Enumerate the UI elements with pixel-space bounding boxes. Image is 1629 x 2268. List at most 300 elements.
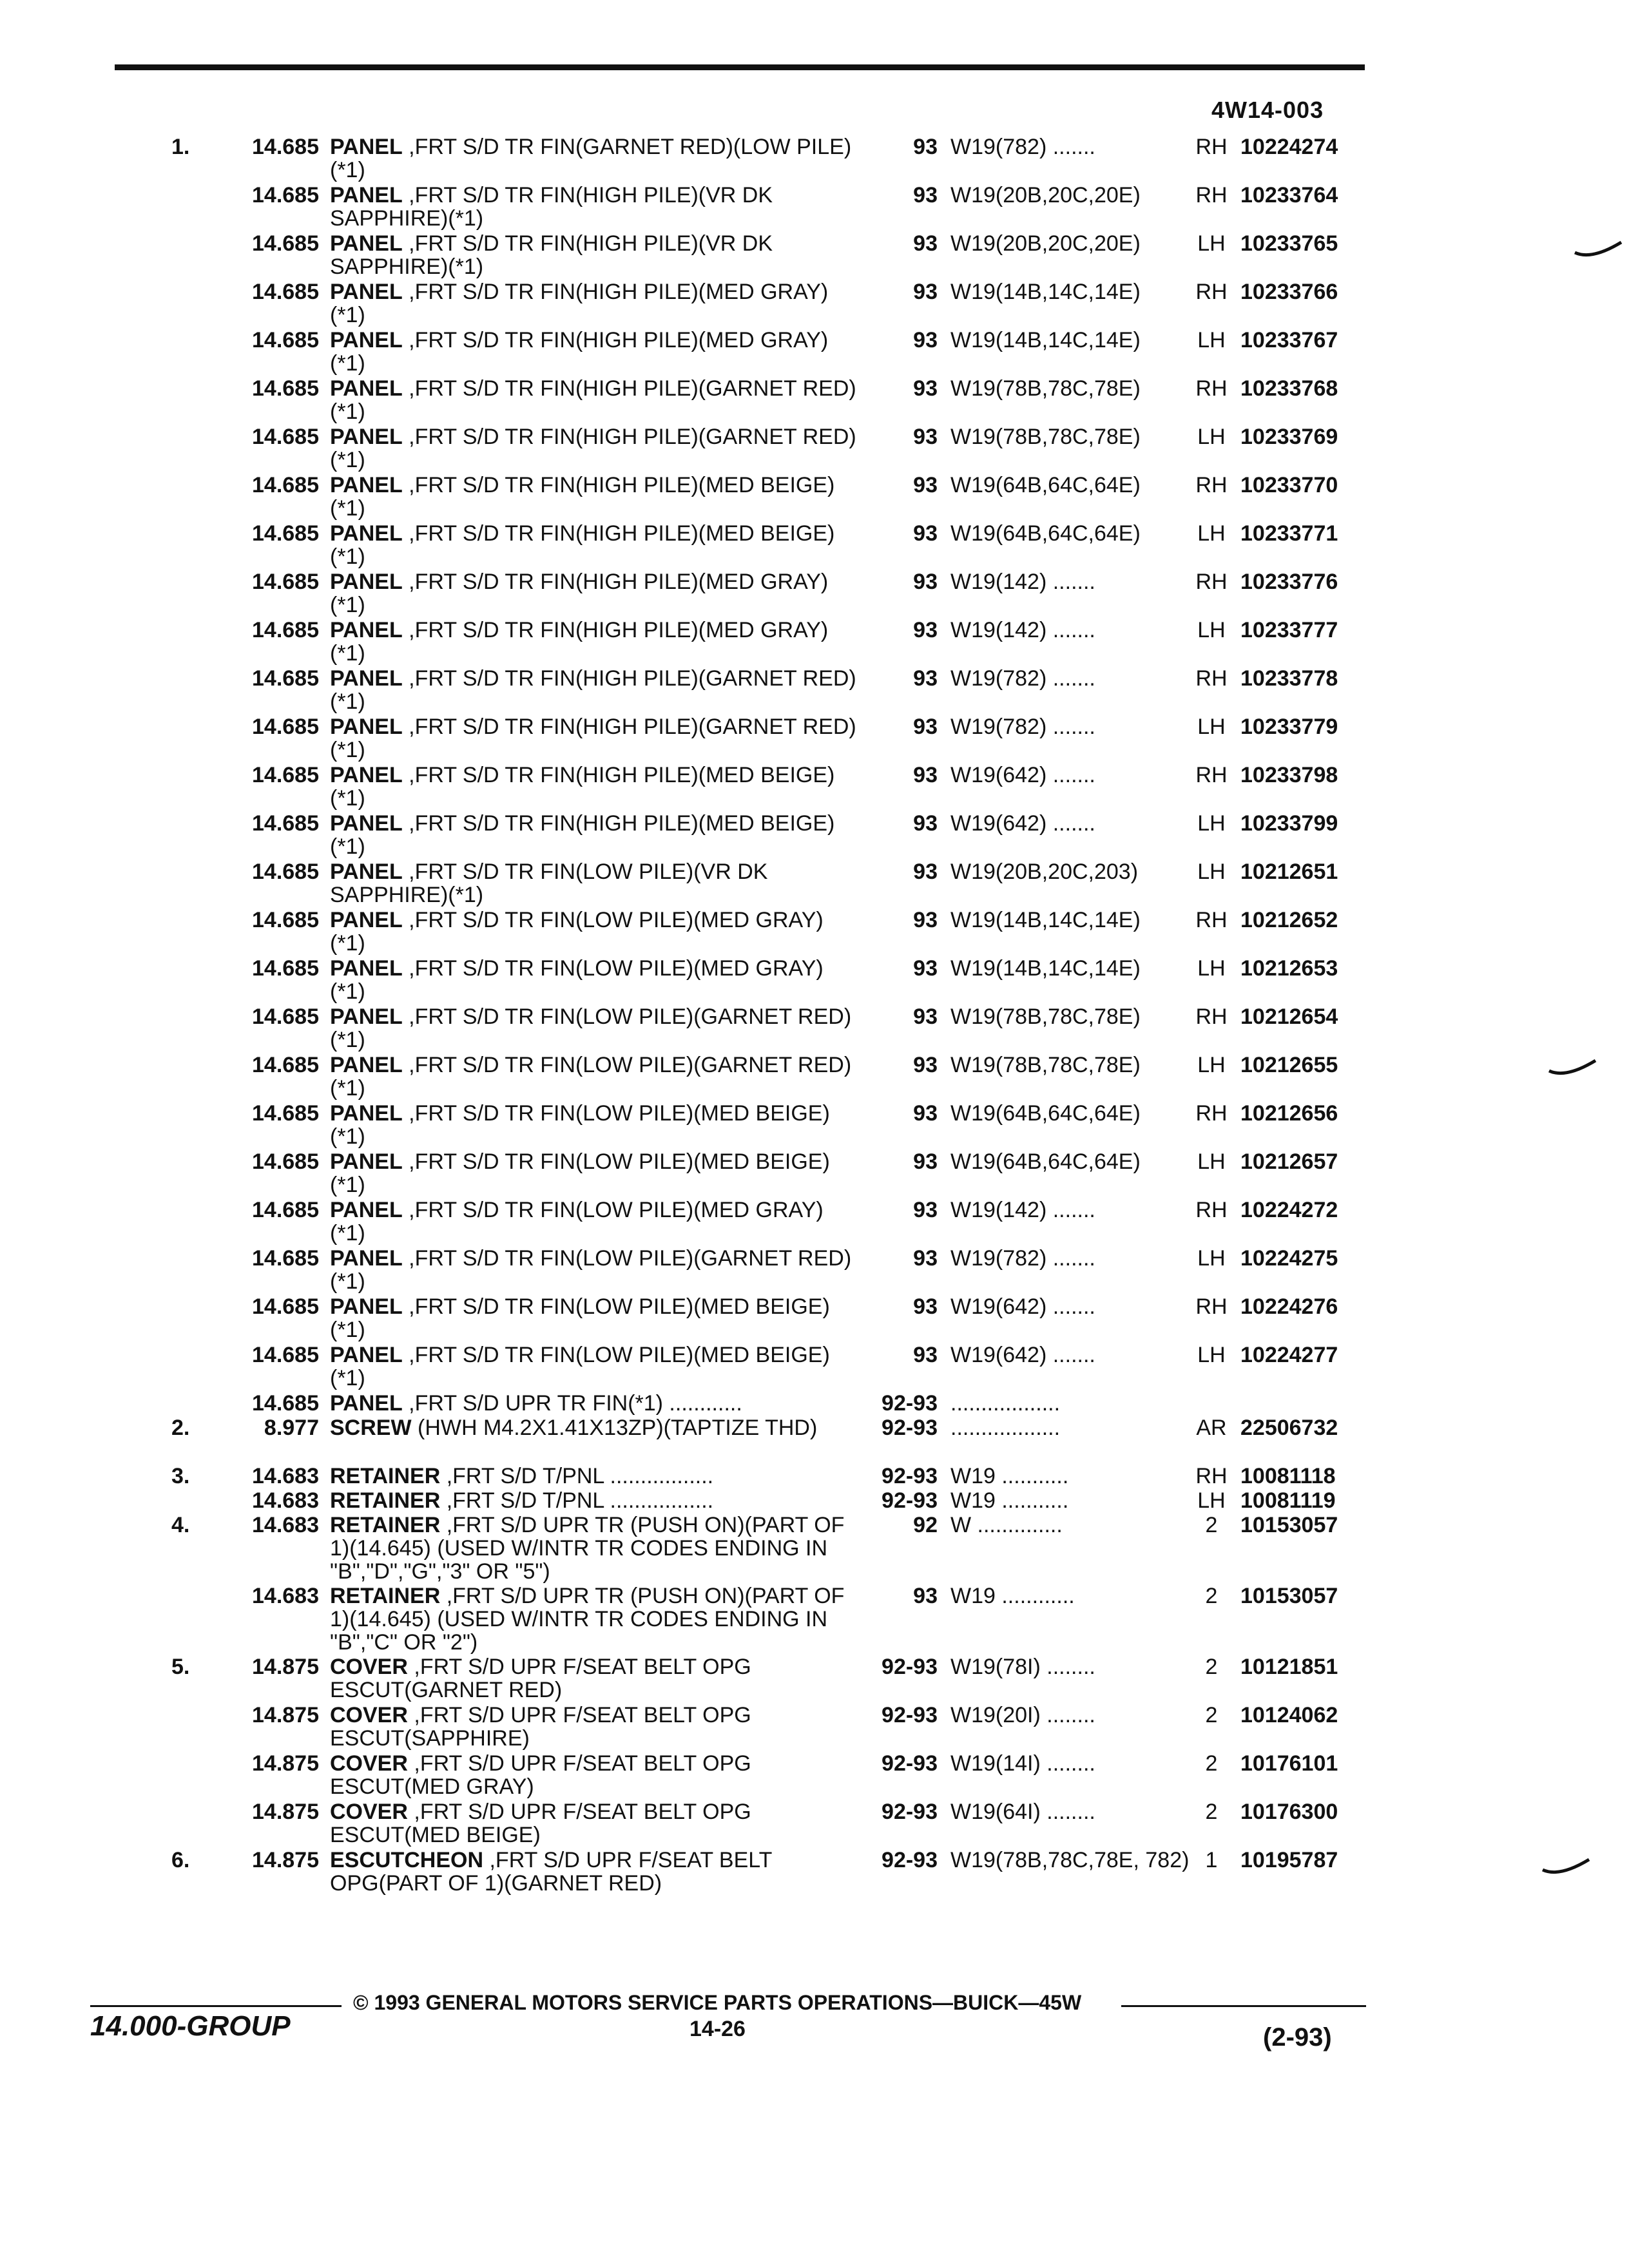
- part-name: PANEL: [330, 135, 403, 159]
- side-qty: LH: [1197, 1488, 1226, 1513]
- table-row: [0, 764, 1629, 812]
- model-code: W19(78B,78C,78E): [950, 425, 1141, 449]
- part-description: ,FRT S/D TR FIN(LOW PILE)(MED BEIGE) (*1): [330, 1294, 830, 1342]
- model-code: W19(142) .......: [950, 570, 1095, 594]
- description: [330, 1102, 858, 1148]
- group-number: 14.685: [252, 1294, 319, 1319]
- model-code: W19(142) .......: [950, 1198, 1095, 1222]
- table-row: [0, 1752, 1629, 1800]
- description: [330, 860, 858, 907]
- group-number: 14.685: [252, 908, 319, 932]
- model-code: W19(14B,14C,14E): [950, 908, 1141, 932]
- group-number: 8.977: [264, 1416, 319, 1440]
- part-description: ,FRT S/D TR FIN(LOW PILE)(GARNET RED)(*1): [330, 1004, 852, 1052]
- description: [330, 1416, 858, 1439]
- side-qty: LH: [1197, 521, 1226, 546]
- group-number: 14.685: [252, 811, 319, 836]
- part-name: PANEL: [330, 1246, 403, 1271]
- part-description: ,FRT S/D TR FIN(LOW PILE)(MED BEIGE) (*1): [330, 1343, 830, 1390]
- part-name: PANEL: [330, 1391, 403, 1416]
- group-number: 14.685: [252, 763, 319, 787]
- part-number: 10121851: [1240, 1655, 1338, 1679]
- description: [330, 619, 858, 665]
- part-description: ,FRT S/D TR FIN(HIGH PILE)(MED GRAY) (*1): [330, 618, 829, 666]
- description: [330, 957, 858, 1003]
- part-name: PANEL: [330, 1053, 403, 1077]
- part-number: 10233776: [1240, 570, 1338, 594]
- part-description: ,FRT S/D TR FIN(HIGH PILE)(MED BEIGE)(*1): [330, 811, 835, 859]
- table-row: [0, 280, 1629, 329]
- description: [330, 715, 858, 762]
- table-row: [0, 1102, 1629, 1150]
- footer-copyright: © 1993 GENERAL MOTORS SERVICE PARTS OPERATIONS—BUICK—45W: [353, 1991, 1082, 2014]
- model-year: 93: [913, 666, 938, 691]
- table-row: [0, 184, 1629, 232]
- model-year: 92-93: [882, 1464, 938, 1488]
- part-name: PANEL: [330, 425, 403, 449]
- part-name: PANEL: [330, 473, 403, 497]
- part-number: 10212655: [1240, 1053, 1338, 1077]
- group-number: 14.685: [252, 521, 319, 546]
- model-code: W19(64B,64C,64E): [950, 521, 1141, 546]
- model-code: W19 ............: [950, 1584, 1075, 1608]
- ref-number: 5.: [171, 1655, 190, 1679]
- part-number: 10233777: [1240, 618, 1338, 642]
- part-description: ,FRT S/D TR FIN(GARNET RED)(LOW PILE)(*1): [330, 135, 852, 182]
- part-name: PANEL: [330, 1343, 403, 1367]
- part-name: COVER: [330, 1703, 408, 1727]
- model-code: W19 ...........: [950, 1464, 1069, 1488]
- group-number: 14.685: [252, 135, 319, 159]
- part-number: 10233765: [1240, 231, 1338, 256]
- model-code: W19(64I) ........: [950, 1800, 1095, 1824]
- table-row: [0, 135, 1629, 184]
- model-code: W19(20B,20C,20E): [950, 183, 1141, 207]
- part-description: ,FRT S/D UPR F/SEAT BELT OPG ESCUT(SAPPHIRE): [330, 1703, 751, 1751]
- description: [330, 1295, 858, 1341]
- part-number: 10233799: [1240, 811, 1338, 836]
- part-description: ,FRT S/D TR FIN(HIGH PILE)(VR DK SAPPHIRE)(*1): [330, 231, 773, 279]
- model-code: W19(782) .......: [950, 715, 1095, 739]
- part-number: 10212657: [1240, 1149, 1338, 1174]
- side-qty: 2: [1205, 1800, 1218, 1824]
- part-description: ,FRT S/D TR FIN(LOW PILE)(GARNET RED)(*1): [330, 1053, 852, 1100]
- part-name: PANEL: [330, 763, 403, 787]
- table-row: [0, 1465, 1629, 1489]
- part-name: PANEL: [330, 183, 403, 207]
- description: [330, 1584, 858, 1654]
- description: [330, 764, 858, 810]
- model-year: 92-93: [882, 1391, 938, 1416]
- part-description: ,FRT S/D TR FIN(LOW PILE)(VR DK SAPPHIRE)(*1): [330, 860, 768, 907]
- table-row: [0, 1584, 1629, 1655]
- model-year: 92-93: [882, 1751, 938, 1776]
- model-year: 93: [913, 376, 938, 401]
- model-year: 93: [913, 1343, 938, 1367]
- part-description: ,FRT S/D TR FIN(HIGH PILE)(MED BEIGE)(*1): [330, 521, 835, 569]
- part-number: 10233764: [1240, 183, 1338, 207]
- side-qty: LH: [1197, 618, 1226, 642]
- model-year: 93: [913, 135, 938, 159]
- revision-code: (2-93): [1263, 2023, 1332, 2052]
- model-year: 93: [913, 1584, 938, 1608]
- description: [330, 1704, 858, 1750]
- group-number: 14.683: [252, 1584, 319, 1608]
- model-year: 93: [913, 1149, 938, 1174]
- description: [330, 1150, 858, 1196]
- part-name: PANEL: [330, 956, 403, 981]
- model-code: W19(14B,14C,14E): [950, 328, 1141, 352]
- side-qty: LH: [1197, 1343, 1226, 1367]
- group-number: 14.685: [252, 1053, 319, 1077]
- model-year: 93: [913, 1246, 938, 1271]
- part-description: ,FRT S/D TR FIN(HIGH PILE)(MED GRAY) (*1): [330, 328, 829, 376]
- part-name: COVER: [330, 1655, 408, 1679]
- side-qty: LH: [1197, 860, 1226, 884]
- side-qty: RH: [1195, 763, 1228, 787]
- part-description: ,FRT S/D T/PNL .................: [440, 1464, 714, 1488]
- side-qty: RH: [1195, 135, 1228, 159]
- model-code: ..................: [950, 1416, 1061, 1440]
- description: [330, 329, 858, 375]
- side-qty: LH: [1197, 231, 1226, 256]
- model-year: 93: [913, 763, 938, 787]
- ref-number: 1.: [171, 135, 190, 159]
- table-row: [0, 377, 1629, 425]
- part-description: ,FRT S/D UPR F/SEAT BELT OPG ESCUT(MED BEIGE): [330, 1800, 751, 1847]
- model-year: 93: [913, 521, 938, 546]
- side-qty: LH: [1197, 1053, 1226, 1077]
- part-description: ,FRT S/D TR FIN(LOW PILE)(MED GRAY) (*1): [330, 956, 824, 1004]
- group-number: 14.875: [252, 1751, 319, 1776]
- table-row: [0, 1343, 1629, 1392]
- description: [330, 425, 858, 472]
- part-description: ,FRT S/D UPR TR (PUSH ON)(PART OF 1)(14.645) (USED W/INTR TR CODES ENDING IN "B","D","G","3" OR "5"): [330, 1513, 845, 1584]
- part-number: 10233767: [1240, 328, 1338, 352]
- model-year: 92-93: [882, 1848, 938, 1872]
- model-year: 93: [913, 715, 938, 739]
- side-qty: 2: [1205, 1703, 1218, 1727]
- group-number: 14.685: [252, 1246, 319, 1271]
- part-name: PANEL: [330, 618, 403, 642]
- model-year: 93: [913, 425, 938, 449]
- model-year: 93: [913, 1294, 938, 1319]
- table-row: [0, 667, 1629, 715]
- table-row: [0, 1295, 1629, 1343]
- model-code: W19(64B,64C,64E): [950, 1149, 1141, 1174]
- model-year: 92-93: [882, 1800, 938, 1824]
- part-description: ,FRT S/D TR FIN(LOW PILE)(MED GRAY) (*1): [330, 1198, 824, 1245]
- footer-rule-left: [90, 2005, 342, 2007]
- model-year: 93: [913, 1198, 938, 1222]
- side-qty: 2: [1205, 1751, 1218, 1776]
- table-row: [0, 1005, 1629, 1053]
- ref-number: 6.: [171, 1848, 190, 1872]
- side-qty: RH: [1195, 1004, 1228, 1029]
- table-row: [0, 1655, 1629, 1704]
- group-number: 14.685: [252, 473, 319, 497]
- description: [330, 812, 858, 858]
- part-number: 10233769: [1240, 425, 1338, 449]
- part-name: PANEL: [330, 860, 403, 884]
- table-row: [0, 860, 1629, 908]
- model-year: 92-93: [882, 1655, 938, 1679]
- part-description: ,FRT S/D TR FIN(HIGH PILE)(GARNET RED)(*1): [330, 425, 856, 472]
- model-code: W19(78B,78C,78E): [950, 376, 1141, 401]
- part-description: (HWH M4.2X1.41X13ZP)(TAPTIZE THD): [411, 1416, 818, 1440]
- description: [330, 474, 858, 520]
- part-name: PANEL: [330, 376, 403, 401]
- description: [330, 1198, 858, 1245]
- model-code: W19(78B,78C,78E): [950, 1053, 1141, 1077]
- description: [330, 1489, 858, 1512]
- part-number: 10124062: [1240, 1703, 1338, 1727]
- part-number: 10212651: [1240, 860, 1338, 884]
- side-qty: RH: [1195, 908, 1228, 932]
- model-year: 93: [913, 231, 938, 256]
- model-code: W19(78I) ........: [950, 1655, 1095, 1679]
- description: [330, 570, 858, 617]
- table-row: [0, 1392, 1629, 1416]
- table-row: [0, 1489, 1629, 1514]
- part-number: 10081118: [1240, 1464, 1336, 1488]
- group-number: 14.875: [252, 1655, 319, 1679]
- model-year: 93: [913, 956, 938, 981]
- part-number: 10233778: [1240, 666, 1338, 691]
- group-number: 14.685: [252, 715, 319, 739]
- model-code: W19(642) .......: [950, 763, 1095, 787]
- part-number: 10176101: [1240, 1751, 1338, 1776]
- side-qty: RH: [1195, 376, 1228, 401]
- side-qty: RH: [1195, 183, 1228, 207]
- part-description: ,FRT S/D TR FIN(HIGH PILE)(GARNET RED)(*1): [330, 376, 856, 424]
- model-code: W19(14I) ........: [950, 1751, 1095, 1776]
- model-code: W19(78B,78C,78E, 782): [950, 1848, 1190, 1872]
- part-description: ,FRT S/D UPR TR (PUSH ON)(PART OF 1)(14.645) (USED W/INTR TR CODES ENDING IN "B","C" OR "2"): [330, 1584, 845, 1655]
- group-number: 14.685: [252, 376, 319, 401]
- part-name: PANEL: [330, 570, 403, 594]
- group-number: 14.685: [252, 1149, 319, 1174]
- group-number: 14.875: [252, 1703, 319, 1727]
- part-description: ,FRT S/D UPR F/SEAT BELT OPG(PART OF 1)(GARNET RED): [330, 1848, 772, 1896]
- description: [330, 232, 858, 278]
- part-number: 10176300: [1240, 1800, 1338, 1824]
- description: [330, 1655, 858, 1702]
- model-code: W19(642) .......: [950, 1343, 1095, 1367]
- part-description: ,FRT S/D UPR TR FIN(*1) ............: [402, 1391, 742, 1416]
- part-name: COVER: [330, 1751, 408, 1776]
- part-number: 10224272: [1240, 1198, 1338, 1222]
- table-row: [0, 1150, 1629, 1198]
- part-name: PANEL: [330, 521, 403, 546]
- model-code: W19(642) .......: [950, 1294, 1095, 1319]
- part-number: 10153057: [1240, 1513, 1338, 1537]
- model-year: 93: [913, 1053, 938, 1077]
- side-qty: LH: [1197, 328, 1226, 352]
- part-name: PANEL: [330, 1101, 403, 1126]
- table-row: [0, 425, 1629, 474]
- model-code: W19(20B,20C,203): [950, 860, 1139, 884]
- part-name: PANEL: [330, 1294, 403, 1319]
- model-code: W19(642) .......: [950, 811, 1095, 836]
- parts-list: [0, 135, 1629, 1897]
- description: [330, 1514, 858, 1583]
- ref-number: 3.: [171, 1464, 190, 1488]
- part-name: PANEL: [330, 231, 403, 256]
- description: [330, 667, 858, 713]
- model-year: 92-93: [882, 1703, 938, 1727]
- description: [330, 1752, 858, 1798]
- ref-number: 2.: [171, 1416, 190, 1440]
- description: [330, 1800, 858, 1847]
- table-row: [0, 957, 1629, 1005]
- model-year: 93: [913, 1101, 938, 1126]
- model-code: W19(14B,14C,14E): [950, 956, 1141, 981]
- description: [330, 1392, 858, 1415]
- ref-number: 4.: [171, 1513, 190, 1537]
- table-row: [0, 522, 1629, 570]
- model-code: W19(782) .......: [950, 1246, 1095, 1271]
- part-number: 10233779: [1240, 715, 1338, 739]
- part-name: PANEL: [330, 1149, 403, 1174]
- group-number: 14.683: [252, 1464, 319, 1488]
- table-row: [0, 812, 1629, 860]
- side-qty: RH: [1195, 473, 1228, 497]
- part-name: PANEL: [330, 715, 403, 739]
- table-row: [0, 329, 1629, 377]
- side-qty: RH: [1195, 280, 1228, 304]
- part-name: PANEL: [330, 280, 403, 304]
- model-year: 93: [913, 570, 938, 594]
- part-number: 10081119: [1240, 1488, 1336, 1513]
- model-code: W19(78B,78C,78E): [950, 1004, 1141, 1029]
- side-qty: RH: [1195, 570, 1228, 594]
- part-description: ,FRT S/D TR FIN(HIGH PILE)(GARNET RED)(*1): [330, 715, 856, 762]
- group-number: 14.685: [252, 231, 319, 256]
- group-number: 14.685: [252, 280, 319, 304]
- part-description: ,FRT S/D TR FIN(HIGH PILE)(GARNET RED)(*1): [330, 666, 856, 714]
- model-code: W19(782) .......: [950, 135, 1095, 159]
- group-number: 14.685: [252, 860, 319, 884]
- part-name: RETAINER: [330, 1464, 441, 1488]
- table-row: [0, 1704, 1629, 1752]
- table-row: [0, 1514, 1629, 1584]
- part-description: ,FRT S/D TR FIN(HIGH PILE)(MED GRAY) (*1): [330, 570, 829, 617]
- side-qty: 2: [1205, 1584, 1218, 1608]
- part-number: 10224276: [1240, 1294, 1338, 1319]
- part-name: SCREW: [330, 1416, 412, 1440]
- part-number: 10224277: [1240, 1343, 1338, 1367]
- side-qty: LH: [1197, 425, 1226, 449]
- part-number: 10233766: [1240, 280, 1338, 304]
- model-code: ..................: [950, 1391, 1061, 1416]
- part-name: PANEL: [330, 328, 403, 352]
- part-number: 10212653: [1240, 956, 1338, 981]
- side-qty: RH: [1195, 666, 1228, 691]
- group-number: 14.685: [252, 570, 319, 594]
- side-qty: LH: [1197, 715, 1226, 739]
- table-row: [0, 1800, 1629, 1849]
- part-description: ,FRT S/D TR FIN(HIGH PILE)(MED GRAY) (*1): [330, 280, 829, 327]
- part-number: 10224275: [1240, 1246, 1338, 1271]
- footer-rule-right: [1121, 2005, 1366, 2007]
- table-row: [0, 1198, 1629, 1247]
- part-name: RETAINER: [330, 1513, 441, 1537]
- part-name: RETAINER: [330, 1584, 441, 1608]
- model-year: 93: [913, 473, 938, 497]
- group-number: 14.685: [252, 328, 319, 352]
- side-qty: 1: [1205, 1848, 1218, 1872]
- group-number: 14.685: [252, 1391, 319, 1416]
- part-description: ,FRT S/D TR FIN(LOW PILE)(MED BEIGE) (*1): [330, 1101, 830, 1149]
- part-number: 10224274: [1240, 135, 1338, 159]
- part-number: 10153057: [1240, 1584, 1338, 1608]
- model-year: 93: [913, 1004, 938, 1029]
- description: [330, 908, 858, 955]
- model-code: W19(142) .......: [950, 618, 1095, 642]
- model-year: 93: [913, 860, 938, 884]
- part-name: ESCUTCHEON: [330, 1848, 484, 1872]
- part-description: ,FRT S/D UPR F/SEAT BELT OPG ESCUT(GARNET RED): [330, 1655, 751, 1702]
- group-number: 14.685: [252, 1343, 319, 1367]
- side-qty: LH: [1197, 1246, 1226, 1271]
- part-description: ,FRT S/D TR FIN(HIGH PILE)(VR DK SAPPHIRE)(*1): [330, 183, 773, 231]
- model-year: 93: [913, 328, 938, 352]
- part-description: ,FRT S/D TR FIN(HIGH PILE)(MED BEIGE)(*1): [330, 473, 835, 521]
- model-year: 92-93: [882, 1416, 938, 1440]
- model-code: W19(20B,20C,20E): [950, 231, 1141, 256]
- model-code: W19(14B,14C,14E): [950, 280, 1141, 304]
- part-number: 10233770: [1240, 473, 1338, 497]
- model-code: W19 ...........: [950, 1488, 1069, 1513]
- table-row: [0, 570, 1629, 619]
- group-number: 14.683: [252, 1513, 319, 1537]
- side-qty: 2: [1205, 1513, 1218, 1537]
- part-number: 10195787: [1240, 1848, 1338, 1872]
- description: [330, 1849, 858, 1895]
- part-number: 10212656: [1240, 1101, 1338, 1126]
- description: [330, 135, 858, 182]
- group-number: 14.685: [252, 666, 319, 691]
- description: [330, 1005, 858, 1052]
- description: [330, 184, 858, 230]
- table-row: [0, 1416, 1629, 1465]
- side-qty: LH: [1197, 811, 1226, 836]
- description: [330, 1053, 858, 1100]
- side-qty: RH: [1195, 1101, 1228, 1126]
- group-number: 14.685: [252, 183, 319, 207]
- model-year: 93: [913, 280, 938, 304]
- part-number: 10233771: [1240, 521, 1338, 546]
- table-row: [0, 1849, 1629, 1897]
- part-description: ,FRT S/D T/PNL .................: [440, 1488, 714, 1513]
- side-qty: RH: [1195, 1198, 1228, 1222]
- part-number: 10212654: [1240, 1004, 1338, 1029]
- model-code: W19(20I) ........: [950, 1703, 1095, 1727]
- group-number: 14.683: [252, 1488, 319, 1513]
- part-description: ,FRT S/D TR FIN(HIGH PILE)(MED BEIGE)(*1): [330, 763, 835, 811]
- part-description: ,FRT S/D TR FIN(LOW PILE)(GARNET RED)(*1): [330, 1246, 852, 1294]
- part-description: ,FRT S/D UPR F/SEAT BELT OPG ESCUT(MED GRAY): [330, 1751, 751, 1799]
- group-label: 14.000-GROUP: [90, 2010, 291, 2042]
- part-name: PANEL: [330, 908, 403, 932]
- table-row: [0, 1053, 1629, 1102]
- part-name: COVER: [330, 1800, 408, 1824]
- part-number: 10212652: [1240, 908, 1338, 932]
- part-name: RETAINER: [330, 1488, 441, 1513]
- table-row: [0, 1247, 1629, 1295]
- part-description: ,FRT S/D TR FIN(LOW PILE)(MED GRAY) (*1): [330, 908, 824, 956]
